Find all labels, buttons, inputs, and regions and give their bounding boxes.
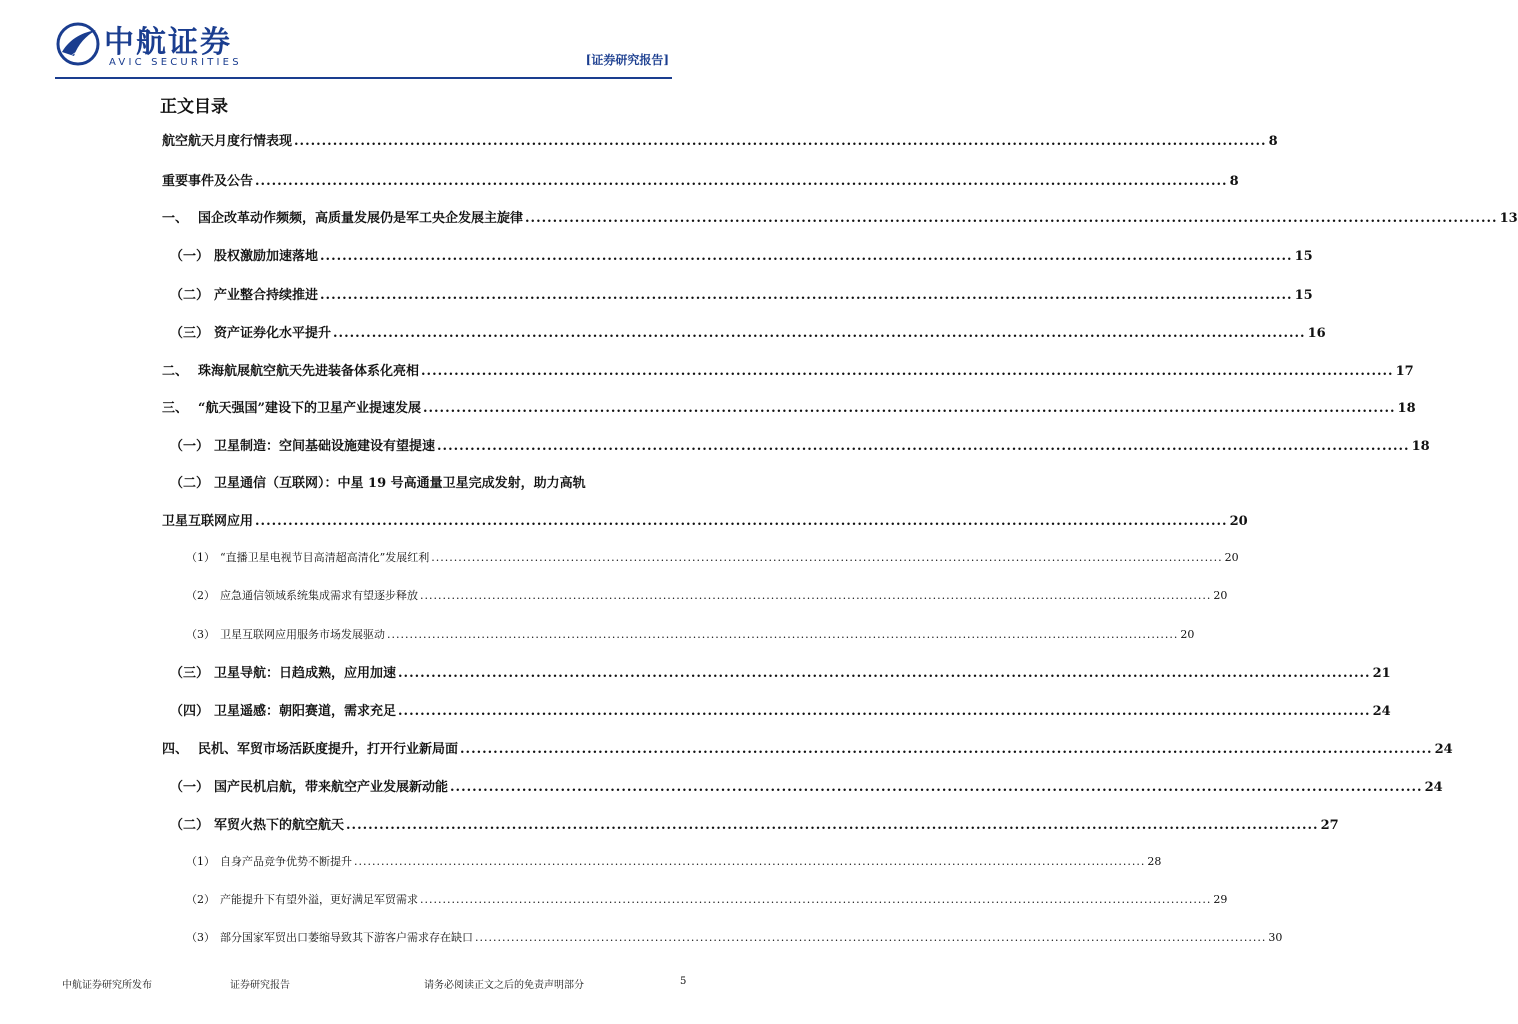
toc-entry-label: 国产民机启航，带来航空产业发展新动能 — [214, 780, 449, 795]
toc-entry-page: 18 — [1411, 439, 1430, 454]
toc-entry-label: “航天强国”建设下的卫星产业提速发展 — [198, 401, 421, 416]
toc-entry[interactable]: （二） 卫星通信（互联网）：中星 19 号高通量卫星完成发射，助力高轨 — [170, 472, 632, 491]
avic-logo-icon — [56, 22, 100, 66]
toc-entry-label: 国企改革动作频频，高质量发展仍是军工央企发展主旋律 — [198, 211, 524, 226]
toc-entry[interactable]: 四、 民机、军贸市场活跃度提升，打开行业新局面 ..... 24 — [162, 738, 632, 757]
logo-chinese: 中航证券 — [104, 25, 232, 60]
toc-entry-label: 卫星制造：空间基础设施建设有望提速 — [214, 439, 436, 454]
toc-entry-label: 卫星遥感：朝阳赛道，需求充足 — [214, 704, 397, 719]
toc-entry-page: 28 — [1147, 855, 1162, 868]
toc-entry[interactable]: 一、 国企改革动作频频，高质量发展仍是军工央企发展主旋律 ..... 13 — [162, 207, 632, 226]
footer-page-number: 5 — [680, 976, 687, 987]
footer-disclaimer: 请务必阅读正文之后的免责声明部分 — [424, 980, 584, 991]
toc-entry-page: 30 — [1268, 931, 1283, 944]
toc-entry-page: 24 — [1434, 742, 1453, 757]
toc-title: 正文目录 — [160, 97, 228, 117]
toc-entry[interactable]: 二、 珠海航展航空航天先进装备体系化亮相 ..... 17 — [162, 360, 632, 379]
toc-entry-page: 20 — [1180, 628, 1195, 641]
toc-entry-page: 24 — [1372, 704, 1391, 719]
toc-entry[interactable]: 三、 “航天强国”建设下的卫星产业提速发展 ..... 18 — [162, 397, 632, 416]
toc-entry-page: 16 — [1307, 326, 1326, 341]
toc-entry-page: 15 — [1294, 249, 1313, 264]
toc-entry-page: 21 — [1372, 666, 1391, 681]
toc-entry-label: 军贸火热下的航空航天 — [214, 818, 345, 833]
toc-entry-label: 卫星通信（互联网）：中星 19 号高通量卫星完成发射，助力高轨 — [214, 476, 586, 491]
report-type-label: [证券研究报告] — [585, 53, 669, 67]
toc-entry-page: 18 — [1397, 401, 1416, 416]
toc-entry-label: 民机、军贸市场活跃度提升，打开行业新局面 — [198, 742, 459, 757]
footer-doc-type: 证券研究报告 — [230, 980, 290, 991]
toc-entry[interactable]: （二） 产业整合持续推进 ..... 15 — [170, 284, 632, 303]
header-divider — [55, 77, 672, 79]
toc-entry[interactable]: （二） 军贸火热下的航空航天 ..... 27 — [170, 814, 632, 833]
footer-publisher: 中航证券研究所发布 — [62, 980, 152, 991]
toc-entry-page: 29 — [1213, 893, 1228, 906]
toc-entry[interactable]: （2） 产能提升下有望外溢，更好满足军贸需求 ..... 29 — [186, 891, 632, 907]
toc-entry-label: “直播卫星电视节目高清超高清化”发展红利 — [220, 551, 430, 564]
toc-entry-label: 部分国家军贸出口萎缩导致其下游客户需求存在缺口 — [220, 931, 473, 944]
toc-entry-page: 20 — [1229, 514, 1248, 529]
toc-entry-label: 卫星互联网应用 — [162, 514, 254, 529]
toc-entry[interactable]: （3） 部分国家军贸出口萎缩导致其下游客户需求存在缺口 ..... 30 — [186, 929, 632, 945]
toc-entry-label: 珠海航展航空航天先进装备体系化亮相 — [198, 364, 420, 379]
logo-english: AVIC SECURITIES — [109, 57, 242, 68]
toc-entry[interactable] — [162, 130, 1278, 149]
toc-entry-page: 8 — [1268, 134, 1278, 149]
toc-entry-label: 股权激励加速落地 — [214, 249, 319, 264]
toc-entry[interactable] — [162, 170, 1239, 189]
toc-entry-label: 产业整合持续推进 — [214, 288, 319, 303]
toc-entry-label: 重要事件及公告 — [162, 174, 254, 189]
toc-entry-label: 卫星互联网应用服务市场发展驱动 — [220, 628, 385, 641]
toc-entry[interactable]: （3） 卫星互联网应用服务市场发展驱动 ..... 20 — [186, 626, 632, 642]
toc-entry[interactable]: （2） 应急通信领域系统集成需求有望逐步释放 ..... 20 — [186, 587, 632, 603]
toc-entry-continued[interactable] — [162, 510, 1248, 529]
toc-entry-page: 8 — [1229, 174, 1239, 189]
toc-entry-label: 航空航天月度行情表现 — [162, 134, 293, 149]
page-header — [0, 0, 724, 82]
toc-entry-page: 27 — [1320, 818, 1339, 833]
toc-entry[interactable]: （1） “直播卫星电视节目高清超高清化”发展红利 ..... 20 — [186, 549, 632, 565]
toc-entry[interactable]: （三） 卫星导航：日趋成熟，应用加速 ..... 21 — [170, 662, 632, 681]
toc-entry[interactable]: （三） 资产证券化水平提升 ..... 16 — [170, 322, 632, 341]
toc-entry-page: 20 — [1224, 551, 1239, 564]
toc-entry-label: 产能提升下有望外溢，更好满足军贸需求 — [220, 893, 418, 906]
toc-entry[interactable]: （四） 卫星遥感：朝阳赛道，需求充足 ..... 24 — [170, 700, 632, 719]
toc-entry-page: 17 — [1395, 364, 1414, 379]
toc-entry[interactable]: （1） 自身产品竞争优势不断提升 ..... 28 — [186, 853, 632, 869]
page-footer — [0, 968, 724, 998]
toc-entry-label: 应急通信领域系统集成需求有望逐步释放 — [220, 589, 418, 602]
toc-entry-label: 资产证券化水平提升 — [214, 326, 332, 341]
toc-entry-page: 20 — [1213, 589, 1228, 602]
toc-entry-label: 自身产品竞争优势不断提升 — [220, 855, 352, 868]
toc-entry-page: 13 — [1499, 211, 1518, 226]
toc-entry-page: 15 — [1294, 288, 1313, 303]
toc-entry[interactable]: （一） 国产民机启航，带来航空产业发展新动能 ..... 24 — [170, 776, 632, 795]
toc-entry[interactable]: （一） 股权激励加速落地 ..... 15 — [170, 245, 632, 264]
toc-entry-page: 24 — [1424, 780, 1443, 795]
toc-entry[interactable]: （一） 卫星制造：空间基础设施建设有望提速 ..... 18 — [170, 435, 632, 454]
toc-entry-label: 卫星导航：日趋成熟，应用加速 — [214, 666, 397, 681]
